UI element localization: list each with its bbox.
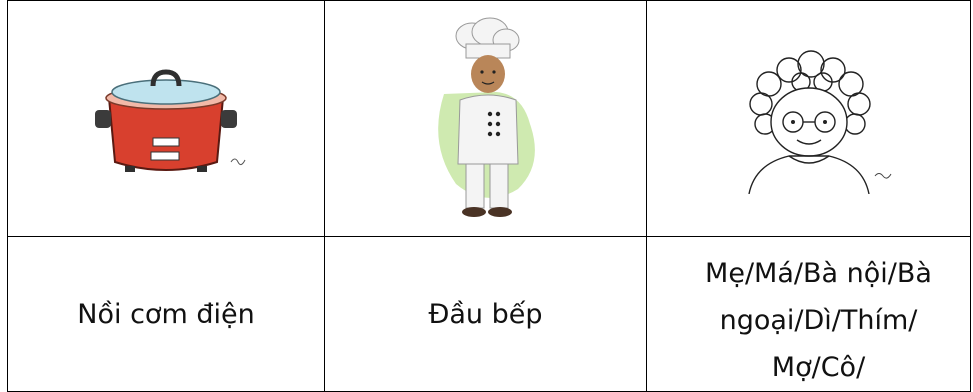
rice-cooker-label-cell [8, 237, 325, 392]
grandmother-cell [647, 1, 971, 237]
rice-cooker-icon [81, 54, 251, 184]
family-label-line-3: Mợ/Cô/ [771, 352, 866, 383]
chef-label-cell [325, 237, 647, 392]
label-row [8, 237, 971, 392]
image-row [8, 1, 971, 237]
family-label-line-2: ngoại/Dì/Thím/ [719, 305, 918, 336]
chef-cell [325, 1, 647, 237]
rice-cooker-label: Nồi cơm điện [77, 298, 255, 330]
family-label-line-1: Mẹ/Má/Bà nội/Bà [705, 258, 932, 289]
vocabulary-table [7, 0, 971, 392]
chef-label: Đầu bếp [428, 298, 543, 330]
rice-cooker-cell [8, 1, 325, 237]
grandmother-icon [709, 44, 909, 194]
chef-icon [426, 14, 546, 224]
family-label-cell [647, 237, 971, 392]
